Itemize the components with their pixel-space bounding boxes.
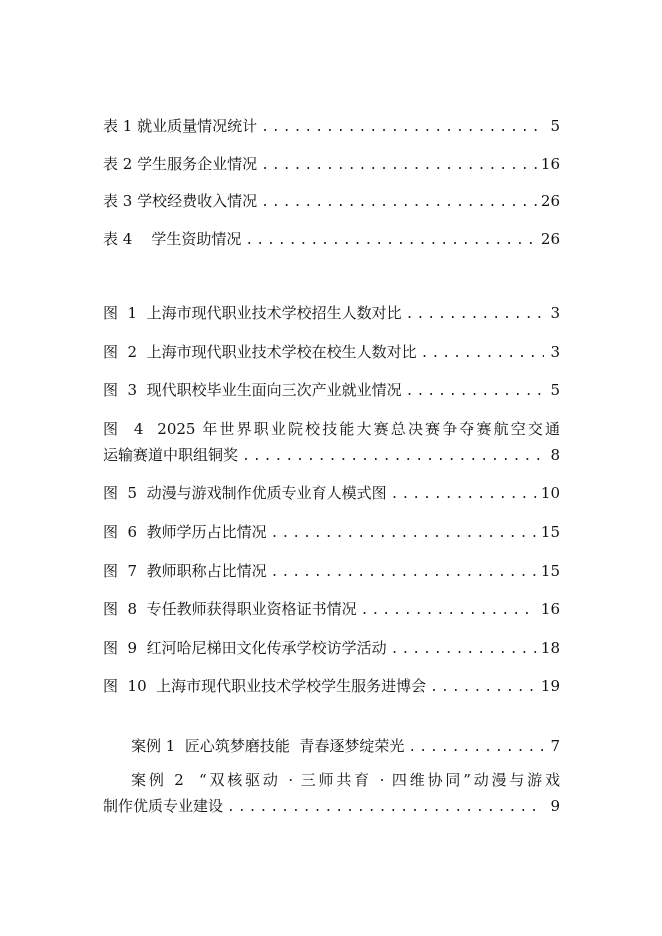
- dot-leader: [271, 524, 537, 544]
- toc-entry-page: 16: [540, 154, 560, 173]
- toc-entry-label: 图 9 红河哈尼梯田文化传承学校访学活动: [103, 638, 387, 657]
- toc-entry-figure-4[interactable]: [103, 419, 560, 465]
- toc-entry-page: 3: [550, 304, 560, 322]
- toc-entry-table-4[interactable]: [103, 229, 560, 249]
- toc-entry-page: 16: [540, 600, 560, 619]
- toc-entry-figure-1[interactable]: [103, 303, 560, 323]
- dot-leader: [361, 601, 537, 621]
- dot-leader: [406, 382, 544, 402]
- toc-entry-label: 图 6 教师学历占比情况: [103, 522, 267, 541]
- toc-entry-figure-6[interactable]: [103, 522, 560, 542]
- toc-entry-page: 26: [540, 192, 560, 210]
- dot-leader: [421, 344, 544, 364]
- table-list: [103, 116, 560, 266]
- toc-entry-figure-2[interactable]: [103, 342, 560, 362]
- toc-entry-case-2[interactable]: [103, 770, 560, 816]
- dot-leader: [261, 118, 544, 138]
- toc-entry-table-2[interactable]: [103, 154, 560, 174]
- toc-entry-figure-7[interactable]: [103, 561, 560, 581]
- toc-entry-page: 19: [540, 677, 560, 696]
- toc-entry-figure-9[interactable]: [103, 638, 560, 658]
- toc-entry-page: 3: [550, 342, 560, 361]
- toc-entry-label: 表 3 学校经费收入情况: [103, 192, 258, 210]
- toc-entry-figure-10[interactable]: [103, 676, 560, 696]
- toc-entry-label: 案例 2 “双核驱动 · 三师共育 · 四维协同”动漫与游戏: [131, 771, 560, 789]
- toc-entry-label: 表 1 就业质量情况统计: [103, 117, 258, 135]
- toc-entry-label-continued: 制作优质专业建设: [103, 797, 224, 815]
- toc-entry-page: 9: [550, 797, 560, 815]
- toc-entry-label: 图 4 2025 年世界职业院校技能大赛总决赛争夺赛航空交通: [103, 419, 560, 438]
- toc-entry-page: 15: [540, 561, 560, 580]
- dot-leader: [391, 640, 537, 660]
- toc-entry-page: 7: [550, 737, 560, 755]
- figure-list: [103, 303, 560, 715]
- toc-entry-figure-3[interactable]: [103, 380, 560, 400]
- toc-entry-page: 26: [540, 229, 560, 248]
- toc-entry-label: 图 8 专任教师获得职业资格证书情况: [103, 600, 357, 619]
- toc-entry-label: 图 5 动漫与游戏制作优质专业育人模式图: [103, 484, 387, 503]
- dot-leader: [406, 305, 544, 325]
- dot-leader: [242, 447, 544, 467]
- dot-leader: [271, 563, 537, 583]
- toc-entry-label: 图 7 教师职称占比情况: [103, 561, 267, 580]
- dot-leader: [245, 231, 537, 251]
- toc-entry-page: 5: [550, 117, 560, 135]
- toc-entry-label: 表 4 学生资助情况: [103, 229, 242, 248]
- toc-entry-page: 10: [540, 484, 560, 503]
- toc-entry-label: 图 1 上海市现代职业技术学校招生人数对比: [103, 304, 402, 322]
- toc-entry-figure-8[interactable]: [103, 599, 560, 619]
- toc-entry-page: 5: [550, 381, 560, 400]
- toc-entry-case-1[interactable]: [103, 736, 560, 756]
- toc-entry-label: 图 10 上海市现代职业技术学校学生服务进博会: [103, 677, 427, 696]
- dot-leader: [261, 193, 537, 213]
- toc-entry-label: 表 2 学生服务企业情况: [103, 154, 258, 173]
- toc-entry-label-continued: 运输赛道中职组铜奖: [103, 445, 239, 464]
- dot-leader: [430, 678, 537, 698]
- toc-entry-label: 案例 1 匠心筑梦磨技能 青春逐梦绽荣光: [131, 737, 405, 755]
- toc-entry-figure-5[interactable]: [103, 483, 560, 503]
- toc-entry-label: 图 2 上海市现代职业技术学校在校生人数对比: [103, 342, 417, 361]
- toc-entry-label: 图 3 现代职校毕业生面向三次产业就业情况: [103, 381, 402, 400]
- dot-leader: [391, 485, 537, 505]
- dot-leader: [261, 156, 537, 176]
- dot-leader: [408, 738, 544, 758]
- dot-leader: [227, 798, 544, 818]
- toc-entry-page: 8: [550, 445, 560, 464]
- toc-entry-page: 18: [540, 638, 560, 657]
- case-list: [103, 736, 560, 830]
- toc-entry-table-1[interactable]: [103, 116, 560, 136]
- toc-entry-table-3[interactable]: [103, 191, 560, 211]
- toc-entry-page: 15: [540, 522, 560, 541]
